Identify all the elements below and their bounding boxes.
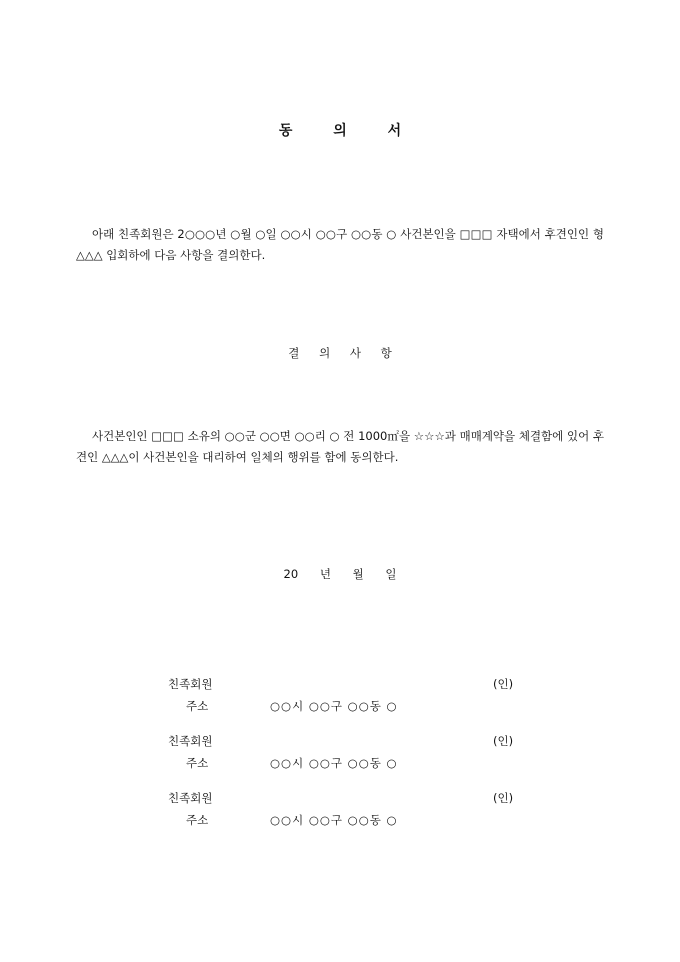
intro-paragraph: 아래 친족회원은 2○○○년 ○월 ○일 ○○시 ○○구 ○○동 ○ 사건본인을 □□□ 자택에서 후견인인 형 △△△ 입회하에 다음 사항을 결의한다. [76, 227, 604, 262]
date-line [0, 566, 680, 582]
seal-mark: (인) [493, 677, 514, 691]
heading-char: 결 [288, 346, 300, 360]
date-year-label: 년 [319, 567, 331, 581]
member-block [0, 676, 680, 722]
address-label: 주소 [186, 699, 209, 713]
date-year: 20 [283, 567, 299, 581]
heading-char: 사 [349, 346, 361, 360]
member-label: 친족회원 [168, 734, 213, 748]
seal-mark: (인) [493, 791, 514, 805]
member-block [0, 790, 680, 836]
seal-mark: (인) [493, 734, 514, 748]
date-month-label: 월 [352, 567, 364, 581]
title-char: 동 [278, 123, 293, 139]
resolution-heading [0, 345, 680, 361]
title-char: 의 [333, 123, 347, 139]
date-day-label: 일 [385, 567, 397, 581]
address-value: ○○시 ○○구 ○○동 ○ [270, 756, 398, 770]
address-value: ○○시 ○○구 ○○동 ○ [270, 699, 398, 713]
member-block [0, 733, 680, 779]
address-label: 주소 [186, 756, 209, 770]
heading-char: 항 [380, 346, 392, 360]
address-value: ○○시 ○○구 ○○동 ○ [270, 813, 398, 827]
address-label: 주소 [186, 813, 209, 827]
resolution-paragraph: 사건본인인 □□□ 소유의 ○○군 ○○면 ○○리 ○ 전 1000㎡을 ☆☆☆과 매매계약을 체결함에 있어 후견인 △△△이 사건본인을 대리하여 일체의 행위를 함에 동의한다. [76, 429, 604, 464]
member-label: 친족회원 [168, 677, 213, 691]
document-title [0, 120, 680, 140]
member-label: 친족회원 [168, 791, 213, 805]
title-char: 서 [387, 123, 402, 139]
heading-char: 의 [319, 346, 331, 360]
